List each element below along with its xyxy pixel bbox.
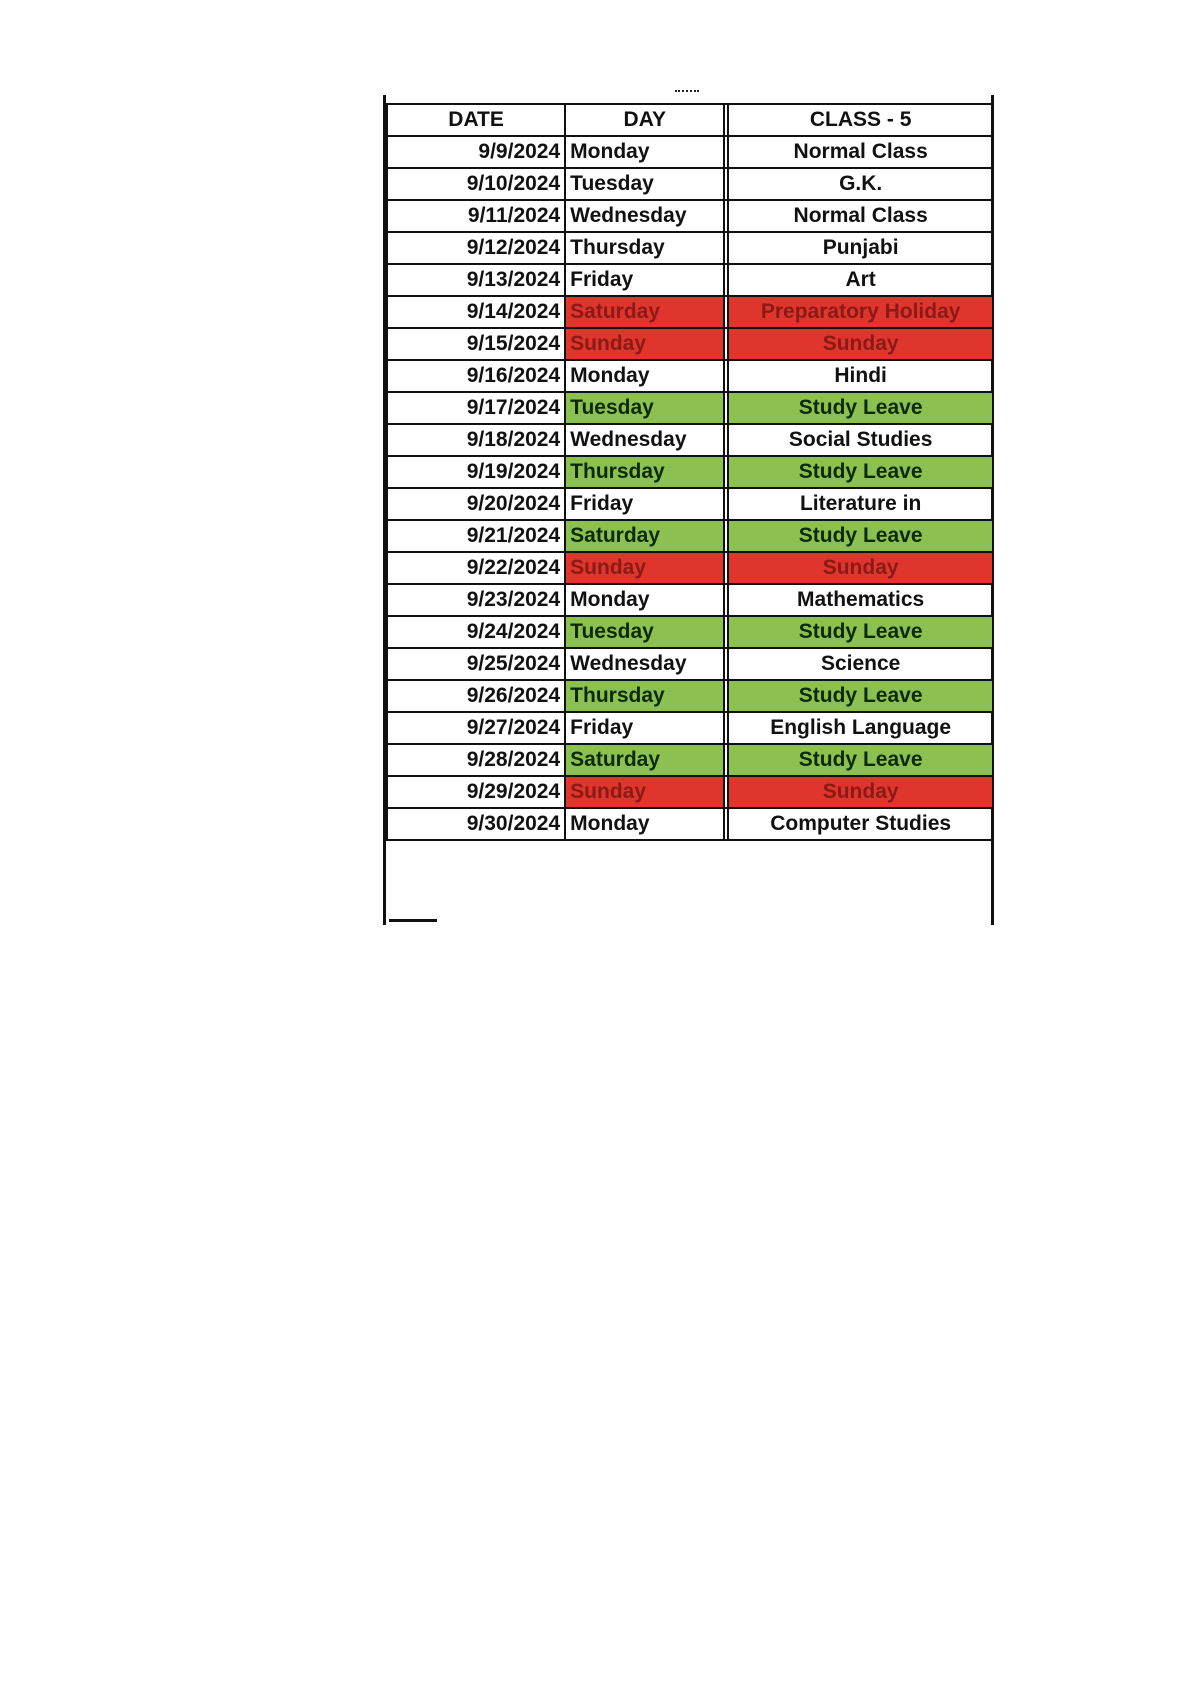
table-row [387, 616, 993, 648]
date-cell: 9/26/2024 [387, 680, 565, 712]
table-row [387, 168, 993, 200]
date-cell: 9/13/2024 [387, 264, 565, 296]
table-row [387, 776, 993, 808]
day-cell: Wednesday [565, 424, 724, 456]
class-cell: Study Leave [728, 392, 993, 424]
date-cell: 9/15/2024 [387, 328, 565, 360]
date-cell: 9/22/2024 [387, 552, 565, 584]
class-cell: Mathematics [728, 584, 993, 616]
table-row [387, 200, 993, 232]
day-cell: Monday [565, 136, 724, 168]
table-row [387, 360, 993, 392]
class-cell: Science [728, 648, 993, 680]
header-date: DATE [387, 104, 565, 136]
day-cell: Thursday [565, 232, 724, 264]
table-row [387, 392, 993, 424]
table-row [387, 488, 993, 520]
day-cell: Friday [565, 264, 724, 296]
header-class: CLASS - 5 [728, 104, 993, 136]
day-cell: Monday [565, 360, 724, 392]
date-cell: 9/12/2024 [387, 232, 565, 264]
date-cell: 9/20/2024 [387, 488, 565, 520]
table-row [387, 584, 993, 616]
day-cell: Monday [565, 808, 724, 840]
class-cell: Sunday [728, 776, 993, 808]
table-row [387, 712, 993, 744]
date-cell: 9/11/2024 [387, 200, 565, 232]
date-cell: 9/9/2024 [387, 136, 565, 168]
day-cell: Saturday [565, 296, 724, 328]
class-cell: Study Leave [728, 520, 993, 552]
day-cell: Sunday [565, 552, 724, 584]
day-cell: Sunday [565, 776, 724, 808]
class-cell: Normal Class [728, 200, 993, 232]
day-cell: Wednesday [565, 648, 724, 680]
table-row [387, 744, 993, 776]
schedule-sheet [383, 95, 994, 925]
table-row [387, 456, 993, 488]
note-fragment [389, 919, 437, 928]
day-cell: Thursday [565, 456, 724, 488]
schedule-table [386, 103, 994, 841]
date-cell: 9/29/2024 [387, 776, 565, 808]
date-cell: 9/23/2024 [387, 584, 565, 616]
header-row [387, 104, 993, 136]
date-cell: 9/27/2024 [387, 712, 565, 744]
table-row [387, 136, 993, 168]
top-scan-mark [675, 90, 699, 94]
date-cell: 9/25/2024 [387, 648, 565, 680]
date-cell: 9/28/2024 [387, 744, 565, 776]
day-cell: Tuesday [565, 616, 724, 648]
class-cell: Sunday [728, 552, 993, 584]
day-cell: Thursday [565, 680, 724, 712]
date-cell: 9/30/2024 [387, 808, 565, 840]
class-cell: Art [728, 264, 993, 296]
date-cell: 9/17/2024 [387, 392, 565, 424]
table-row [387, 680, 993, 712]
table-row [387, 520, 993, 552]
header-day: DAY [565, 104, 724, 136]
day-cell: Tuesday [565, 392, 724, 424]
day-cell: Friday [565, 488, 724, 520]
schedule-body [387, 136, 993, 840]
class-cell: Preparatory Holiday [728, 296, 993, 328]
class-cell: English Language [728, 712, 993, 744]
day-cell: Tuesday [565, 168, 724, 200]
date-cell: 9/10/2024 [387, 168, 565, 200]
day-cell: Monday [565, 584, 724, 616]
table-row [387, 424, 993, 456]
date-cell: 9/21/2024 [387, 520, 565, 552]
class-cell: Normal Class [728, 136, 993, 168]
day-cell: Sunday [565, 328, 724, 360]
date-cell: 9/24/2024 [387, 616, 565, 648]
class-cell: Study Leave [728, 744, 993, 776]
table-row [387, 296, 993, 328]
class-cell: G.K. [728, 168, 993, 200]
class-cell: Literature in [728, 488, 993, 520]
date-cell: 9/18/2024 [387, 424, 565, 456]
class-cell: Study Leave [728, 616, 993, 648]
table-row [387, 808, 993, 840]
class-cell: Hindi [728, 360, 993, 392]
class-cell: Sunday [728, 328, 993, 360]
class-cell: Study Leave [728, 456, 993, 488]
date-cell: 9/14/2024 [387, 296, 565, 328]
table-row [387, 648, 993, 680]
table-row [387, 264, 993, 296]
date-cell: 9/19/2024 [387, 456, 565, 488]
table-row [387, 232, 993, 264]
table-row [387, 552, 993, 584]
table-row [387, 328, 993, 360]
class-cell: Punjabi [728, 232, 993, 264]
day-cell: Saturday [565, 520, 724, 552]
class-cell: Study Leave [728, 680, 993, 712]
class-cell: Computer Studies [728, 808, 993, 840]
day-cell: Wednesday [565, 200, 724, 232]
class-cell: Social Studies [728, 424, 993, 456]
date-cell: 9/16/2024 [387, 360, 565, 392]
day-cell: Friday [565, 712, 724, 744]
day-cell: Saturday [565, 744, 724, 776]
